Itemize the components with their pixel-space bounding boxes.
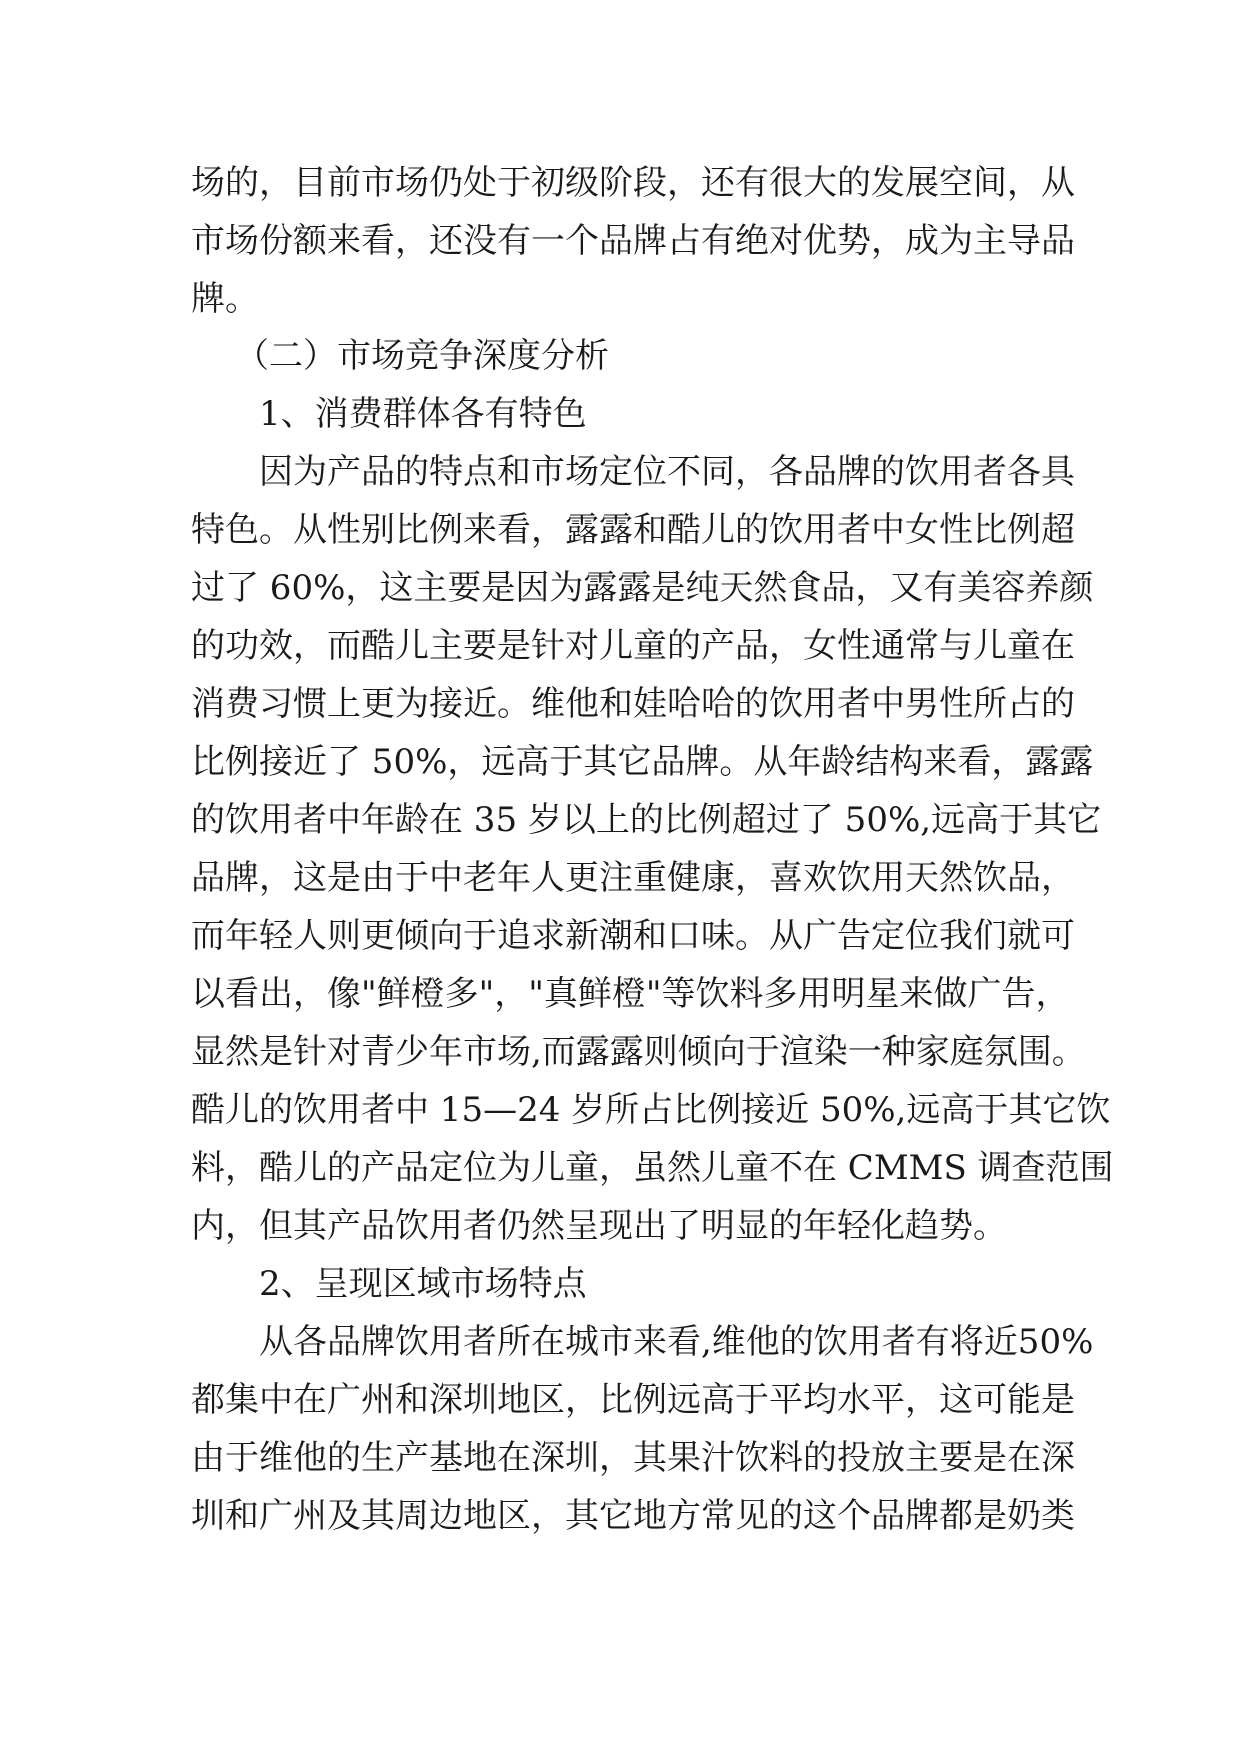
paragraph-line: 而年轻人则更倾向于追求新潮和口味。从广告定位我们就可 bbox=[191, 916, 1075, 956]
paragraph-line: 都集中在广州和深圳地区，比例远高于平均水平，这可能是 bbox=[191, 1380, 1075, 1420]
paragraph-line: 从各品牌饮用者所在城市来看,维他的饮用者有将近50% bbox=[259, 1322, 1094, 1362]
paragraph-line: 品牌，这是由于中老年人更注重健康，喜欢饮用天然饮品， bbox=[191, 858, 1075, 898]
paragraph-line: 场的，目前市场仍处于初级阶段，还有很大的发展空间，从 bbox=[191, 163, 1075, 203]
paragraph-line: 的饮用者中年龄在 35 岁以上的比例超过了 50%,远高于其它 bbox=[191, 800, 1102, 840]
paragraph-line: 显然是针对青少年市场,而露露则倾向于渲染一种家庭氛围。 bbox=[191, 1032, 1086, 1072]
subsection-heading: 2、呈现区域市场特点 bbox=[259, 1264, 587, 1304]
section-heading: （二）市场竞争深度分析 bbox=[235, 336, 609, 376]
paragraph-line: 的功效，而酷儿主要是针对儿童的产品，女性通常与儿童在 bbox=[191, 626, 1075, 666]
paragraph-line: 料，酷儿的产品定位为儿童，虽然儿童不在 CMMS 调查范围 bbox=[191, 1148, 1114, 1188]
paragraph-line: 圳和广州及其周边地区，其它地方常见的这个品牌都是奶类 bbox=[191, 1496, 1075, 1536]
paragraph-line: 由于维他的生产基地在深圳，其果汁饮料的投放主要是在深 bbox=[191, 1438, 1075, 1478]
paragraph-line: 特色。从性别比例来看，露露和酷儿的饮用者中女性比例超 bbox=[191, 510, 1075, 550]
paragraph-line: 以看出，像"鲜橙多"，"真鲜橙"等饮料多用明星来做广告， bbox=[191, 974, 1070, 1014]
paragraph-line: 过了 60%，这主要是因为露露是纯天然食品，又有美容养颜 bbox=[191, 568, 1094, 608]
paragraph-line: 消费习惯上更为接近。维他和娃哈哈的饮用者中男性所占的 bbox=[191, 684, 1075, 724]
paragraph-line: 市场份额来看，还没有一个品牌占有绝对优势，成为主导品 bbox=[191, 221, 1075, 261]
paragraph-line: 牌。 bbox=[191, 279, 259, 319]
paragraph-line: 因为产品的特点和市场定位不同，各品牌的饮用者各具 bbox=[259, 452, 1075, 492]
paragraph-line: 酷儿的饮用者中 15—24 岁所占比例接近 50%,远高于其它饮 bbox=[191, 1090, 1111, 1130]
subsection-heading: 1、消费群体各有特色 bbox=[259, 394, 587, 434]
paragraph-line: 内，但其产品饮用者仍然呈现出了明显的年轻化趋势。 bbox=[191, 1206, 1007, 1246]
paragraph-line: 比例接近了 50%，远高于其它品牌。从年龄结构来看，露露 bbox=[191, 742, 1094, 782]
